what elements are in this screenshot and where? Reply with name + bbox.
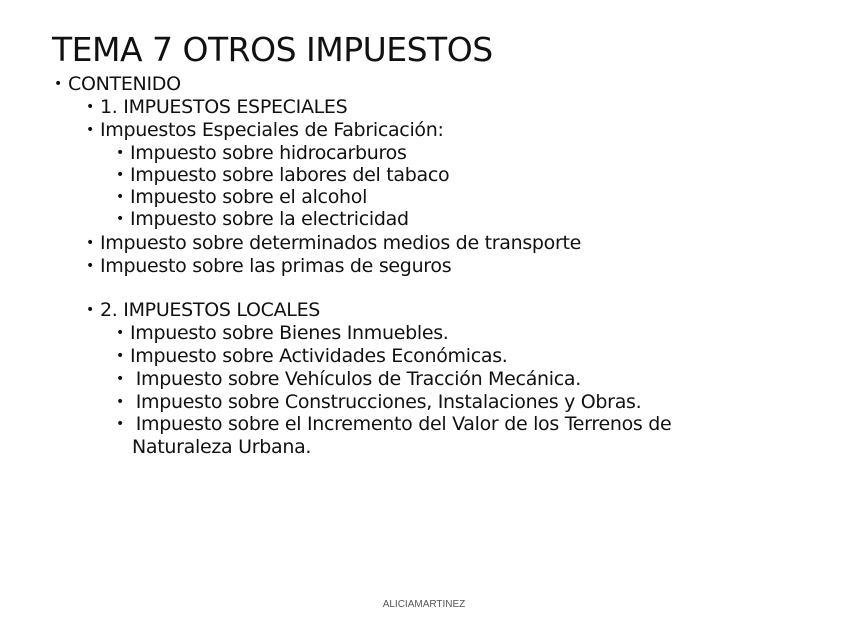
bullet-icon: •	[86, 258, 94, 274]
list-item-construcciones	[116, 391, 641, 413]
bullet-icon: •	[116, 416, 124, 432]
list-item-alcohol	[116, 186, 367, 208]
list-item-text: Impuesto sobre el alcohol	[130, 186, 368, 208]
list-item-text: Impuesto sobre Vehículos de Tracción Mecánica.	[130, 368, 581, 390]
bullet-icon: •	[116, 325, 124, 341]
list-item-impuestos-especiales	[86, 96, 347, 118]
bullet-icon: •	[86, 99, 94, 115]
bullet-icon: •	[116, 394, 124, 410]
list-item-text: Impuesto sobre Bienes Inmuebles.	[130, 322, 449, 344]
bullet-icon: •	[116, 211, 124, 227]
list-item-text: Impuesto sobre determinados medios de transporte	[100, 232, 582, 254]
list-item-text: 1. IMPUESTOS ESPECIALES	[100, 96, 348, 118]
bullet-icon: •	[116, 348, 124, 364]
list-item-impuestos-locales	[86, 299, 320, 321]
bullet-icon: •	[116, 371, 124, 387]
list-item-primas-seguros	[86, 255, 451, 277]
list-item-text: 2. IMPUESTOS LOCALES	[100, 299, 321, 321]
list-item-text: Impuesto sobre la electricidad	[130, 208, 409, 230]
list-item-text: Impuesto sobre las primas de seguros	[100, 255, 452, 277]
list-item-electricidad	[116, 208, 409, 230]
bullet-icon: •	[86, 235, 94, 251]
list-item-text: Impuesto sobre el Incremento del Valor de los Terrenos de	[130, 413, 672, 435]
list-item-incremento-valor	[116, 413, 671, 435]
slide-footer: ALICIAMARTINEZ	[382, 599, 466, 610]
list-item-hidrocarburos	[116, 142, 407, 164]
list-item-text: Naturaleza Urbana.	[132, 436, 312, 458]
list-item-text: Impuesto sobre labores del tabaco	[130, 164, 450, 186]
list-item-text: Impuesto sobre hidrocarburos	[130, 142, 407, 164]
list-item-text: CONTENIDO	[68, 73, 181, 95]
list-item-tabaco	[116, 164, 449, 186]
bullet-icon: •	[116, 167, 124, 183]
list-item-vehiculos	[116, 368, 581, 390]
list-item-text: Impuesto sobre Actividades Económicas.	[130, 345, 508, 367]
slide-title: TEMA 7 OTROS IMPUESTOS	[52, 30, 493, 69]
list-item-contenido	[54, 73, 181, 95]
list-item-actividades-economicas	[116, 345, 508, 367]
bullet-icon: •	[116, 145, 124, 161]
list-item-text: Impuestos Especiales de Fabricación:	[100, 119, 444, 141]
bullet-icon: •	[86, 302, 94, 318]
list-item-bienes-inmuebles	[116, 322, 449, 344]
list-item-text: Impuesto sobre Construcciones, Instalaciones y Obras.	[130, 391, 642, 413]
bullet-icon: •	[54, 76, 62, 92]
bullet-icon: •	[86, 122, 94, 138]
bullet-icon: •	[116, 189, 124, 205]
list-item-continuation	[132, 436, 311, 458]
list-item-fabricacion	[86, 119, 444, 141]
list-item-medios-transporte	[86, 232, 581, 254]
